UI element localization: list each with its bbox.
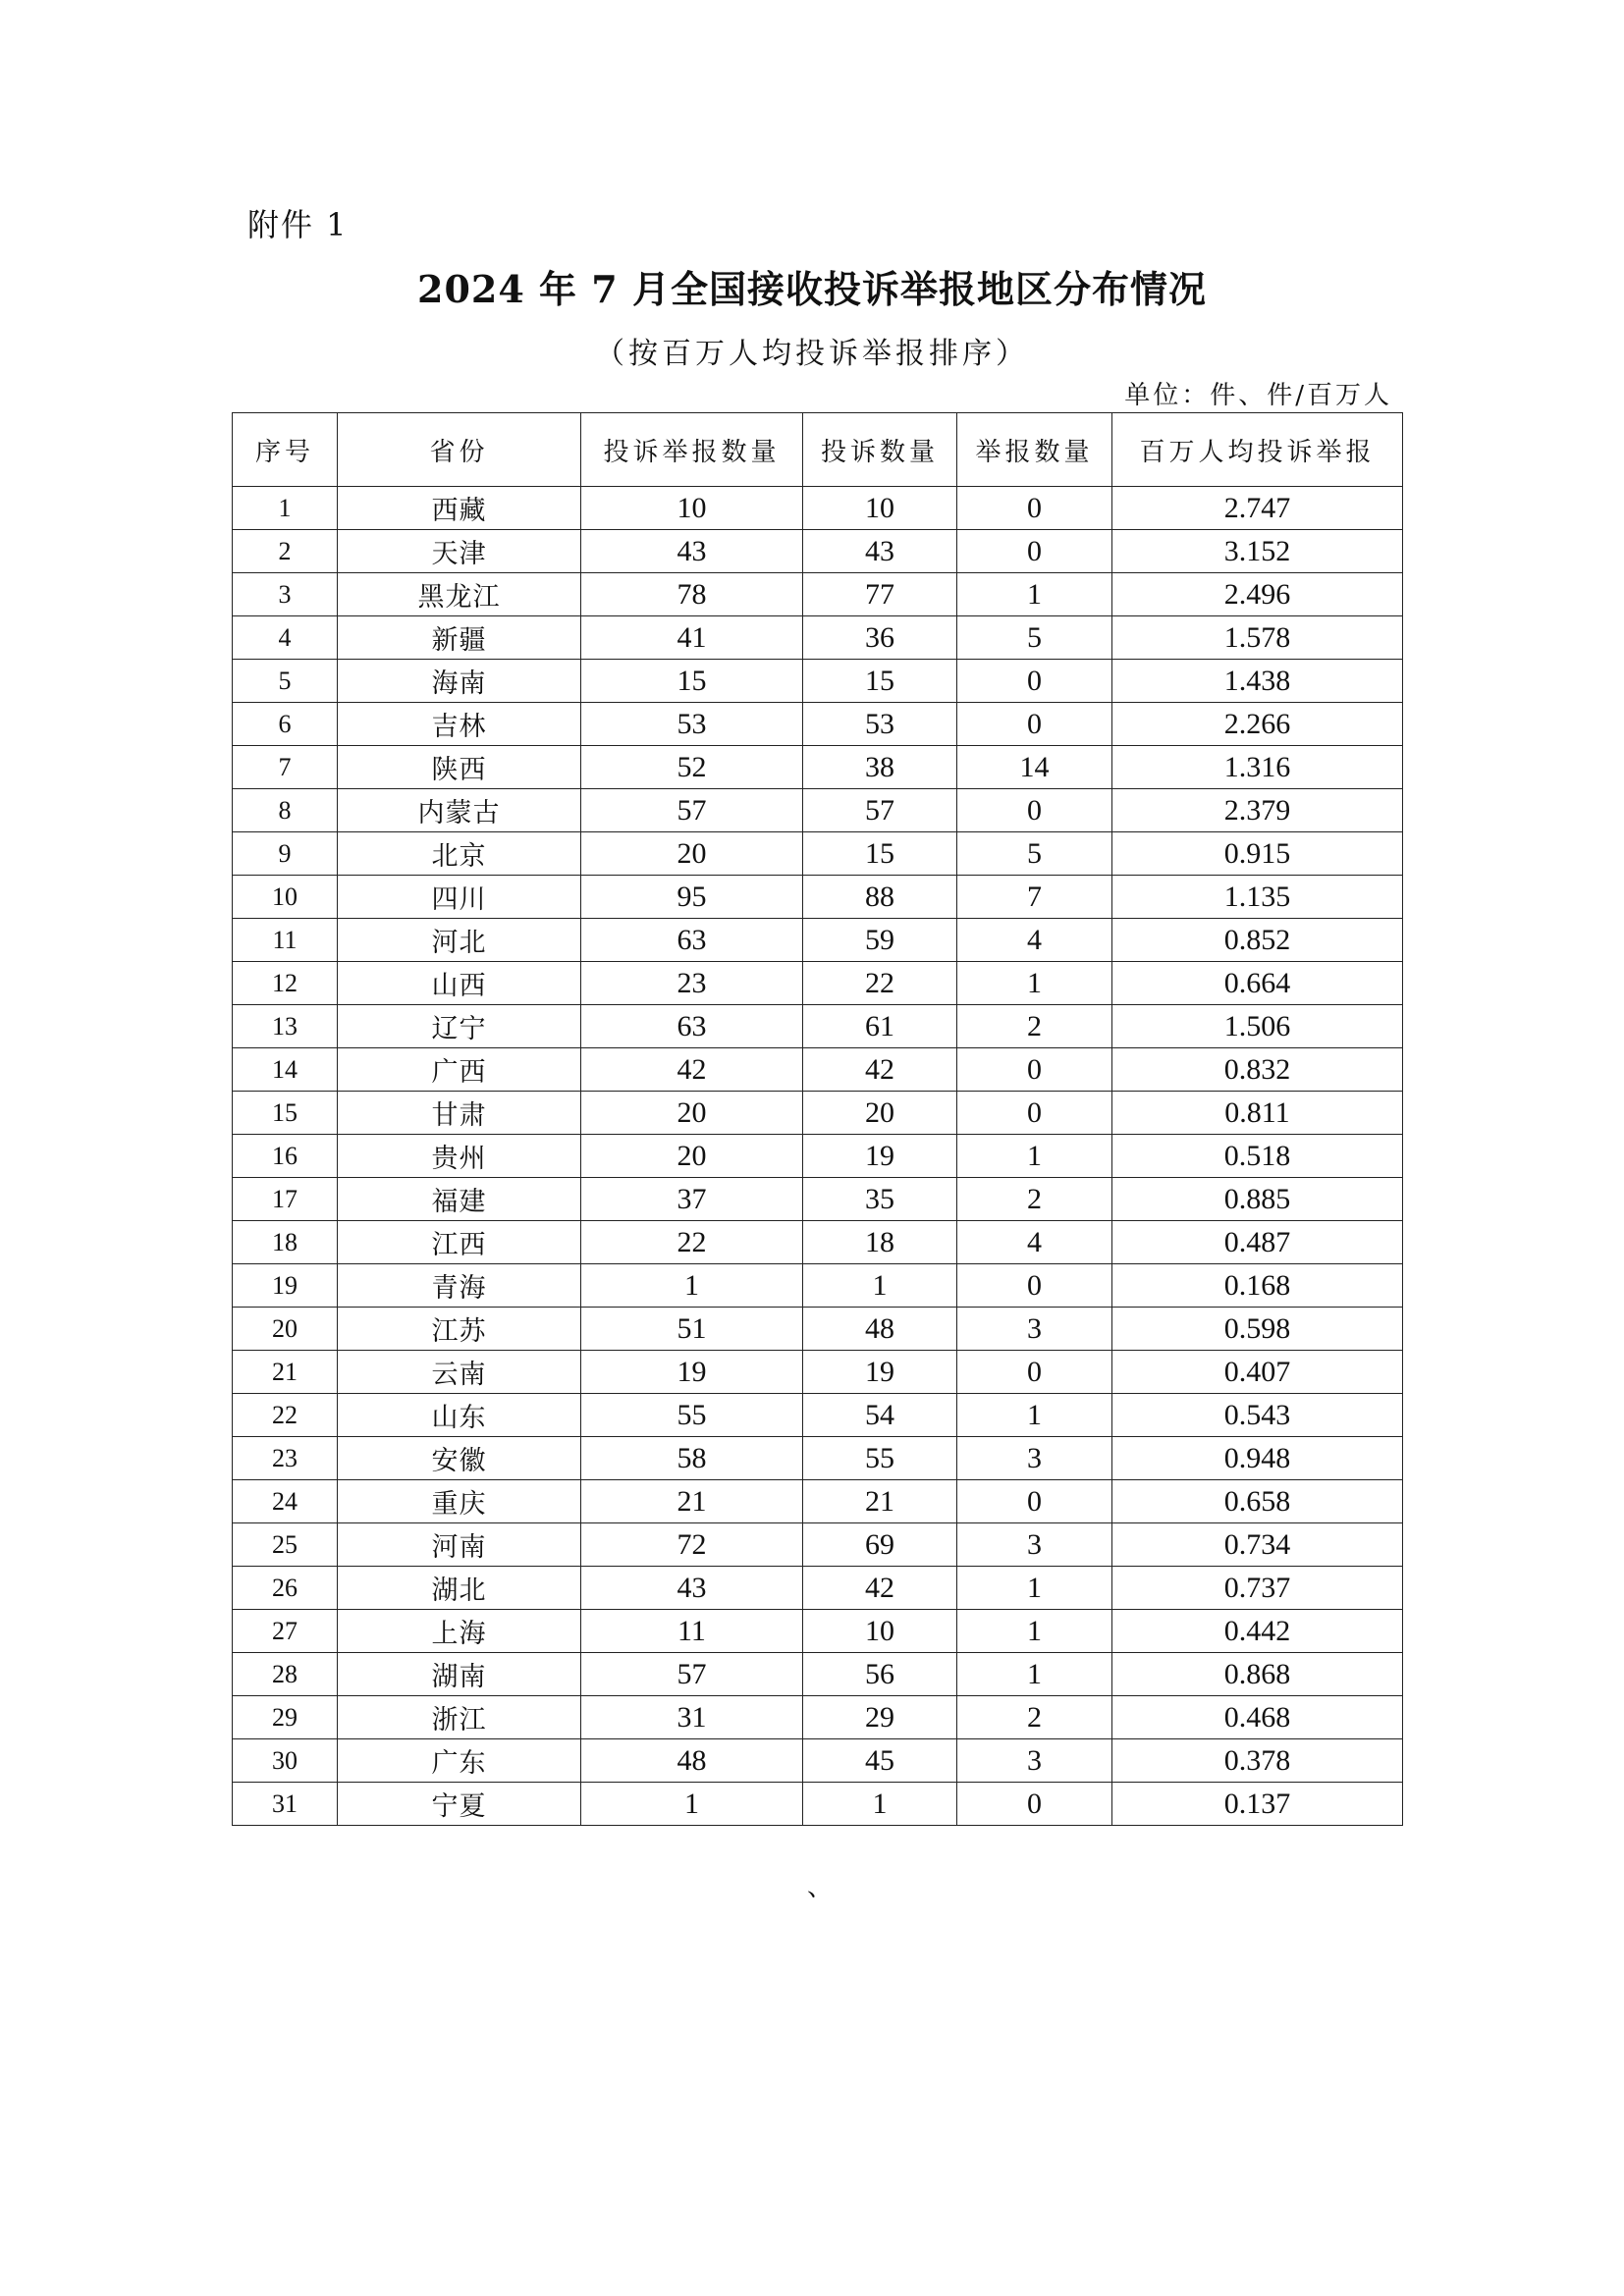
province-cell: 山东 <box>338 1394 581 1437</box>
total-count-cell: 23 <box>581 962 803 1005</box>
per-million-cell: 1.506 <box>1112 1005 1403 1048</box>
province-cell: 上海 <box>338 1610 581 1653</box>
per-million-cell: 2.496 <box>1112 573 1403 616</box>
complaint-count-cell: 1 <box>803 1264 957 1308</box>
row-index-cell: 28 <box>233 1653 338 1696</box>
total-count-cell: 31 <box>581 1696 803 1739</box>
per-million-cell: 0.811 <box>1112 1092 1403 1135</box>
total-count-cell: 51 <box>581 1308 803 1351</box>
complaint-count-cell: 18 <box>803 1221 957 1264</box>
row-index-cell: 12 <box>233 962 338 1005</box>
header-complaint-count: 投诉数量 <box>803 413 957 487</box>
province-cell: 重庆 <box>338 1480 581 1523</box>
complaint-count-cell: 21 <box>803 1480 957 1523</box>
row-index-cell: 7 <box>233 746 338 789</box>
per-million-cell: 0.137 <box>1112 1783 1403 1826</box>
report-count-cell: 1 <box>957 1567 1112 1610</box>
report-count-cell: 0 <box>957 1480 1112 1523</box>
table-row <box>233 703 1403 746</box>
per-million-cell: 1.578 <box>1112 616 1403 660</box>
complaint-count-cell: 59 <box>803 919 957 962</box>
report-count-cell: 0 <box>957 1783 1112 1826</box>
report-count-cell: 5 <box>957 616 1112 660</box>
report-count-cell: 0 <box>957 1351 1112 1394</box>
header-province: 省份 <box>338 413 581 487</box>
complaint-count-cell: 77 <box>803 573 957 616</box>
per-million-cell: 0.885 <box>1112 1178 1403 1221</box>
total-count-cell: 72 <box>581 1523 803 1567</box>
table-body <box>233 487 1403 1826</box>
report-count-cell: 7 <box>957 876 1112 919</box>
complaint-count-cell: 1 <box>803 1783 957 1826</box>
per-million-cell: 0.948 <box>1112 1437 1403 1480</box>
row-index-cell: 15 <box>233 1092 338 1135</box>
page-title: 2024 年 7 月全国接收投诉举报地区分布情况 <box>417 267 1207 311</box>
report-count-cell: 1 <box>957 1653 1112 1696</box>
total-count-cell: 43 <box>581 530 803 573</box>
table-row <box>233 1178 1403 1221</box>
total-count-cell: 63 <box>581 1005 803 1048</box>
table-row <box>233 1523 1403 1567</box>
per-million-cell: 0.598 <box>1112 1308 1403 1351</box>
table-row <box>233 746 1403 789</box>
table-row <box>233 1696 1403 1739</box>
complaint-count-cell: 57 <box>803 789 957 832</box>
province-cell: 北京 <box>338 832 581 876</box>
per-million-cell: 0.868 <box>1112 1653 1403 1696</box>
table-row <box>233 789 1403 832</box>
row-index-cell: 4 <box>233 616 338 660</box>
province-cell: 湖北 <box>338 1567 581 1610</box>
table-row <box>233 1480 1403 1523</box>
complaint-count-cell: 22 <box>803 962 957 1005</box>
report-count-cell: 3 <box>957 1308 1112 1351</box>
row-index-cell: 13 <box>233 1005 338 1048</box>
complaint-count-cell: 36 <box>803 616 957 660</box>
per-million-cell: 1.438 <box>1112 660 1403 703</box>
province-cell: 宁夏 <box>338 1783 581 1826</box>
table-row <box>233 1264 1403 1308</box>
total-count-cell: 78 <box>581 573 803 616</box>
per-million-cell: 0.737 <box>1112 1567 1403 1610</box>
row-index-cell: 3 <box>233 573 338 616</box>
province-cell: 河北 <box>338 919 581 962</box>
row-index-cell: 25 <box>233 1523 338 1567</box>
province-cell: 内蒙古 <box>338 789 581 832</box>
table-row <box>233 573 1403 616</box>
per-million-cell: 3.152 <box>1112 530 1403 573</box>
total-count-cell: 15 <box>581 660 803 703</box>
report-count-cell: 2 <box>957 1696 1112 1739</box>
row-index-cell: 22 <box>233 1394 338 1437</box>
province-cell: 山西 <box>338 962 581 1005</box>
page-subtitle: （按百万人均投诉举报排序） <box>595 337 1029 371</box>
header-report-count: 举报数量 <box>957 413 1112 487</box>
complaint-count-cell: 61 <box>803 1005 957 1048</box>
row-index-cell: 11 <box>233 919 338 962</box>
province-cell: 江苏 <box>338 1308 581 1351</box>
per-million-cell: 0.915 <box>1112 832 1403 876</box>
table-row <box>233 1610 1403 1653</box>
row-index-cell: 6 <box>233 703 338 746</box>
per-million-cell: 0.468 <box>1112 1696 1403 1739</box>
complaint-count-cell: 35 <box>803 1178 957 1221</box>
province-cell: 新疆 <box>338 616 581 660</box>
total-count-cell: 57 <box>581 789 803 832</box>
province-cell: 江西 <box>338 1221 581 1264</box>
report-count-cell: 3 <box>957 1523 1112 1567</box>
total-count-cell: 52 <box>581 746 803 789</box>
province-cell: 安徽 <box>338 1437 581 1480</box>
total-count-cell: 20 <box>581 1092 803 1135</box>
table-row <box>233 1783 1403 1826</box>
per-million-cell: 0.852 <box>1112 919 1403 962</box>
complaint-count-cell: 88 <box>803 876 957 919</box>
province-cell: 河南 <box>338 1523 581 1567</box>
table-row <box>233 1308 1403 1351</box>
total-count-cell: 22 <box>581 1221 803 1264</box>
total-count-cell: 41 <box>581 616 803 660</box>
province-cell: 湖南 <box>338 1653 581 1696</box>
table-row <box>233 876 1403 919</box>
complaint-count-cell: 19 <box>803 1351 957 1394</box>
total-count-cell: 20 <box>581 832 803 876</box>
province-cell: 甘肃 <box>338 1092 581 1135</box>
total-count-cell: 43 <box>581 1567 803 1610</box>
total-count-cell: 19 <box>581 1351 803 1394</box>
per-million-cell: 1.316 <box>1112 746 1403 789</box>
per-million-cell: 2.266 <box>1112 703 1403 746</box>
report-count-cell: 0 <box>957 703 1112 746</box>
row-index-cell: 14 <box>233 1048 338 1092</box>
per-million-cell: 0.407 <box>1112 1351 1403 1394</box>
row-index-cell: 5 <box>233 660 338 703</box>
per-million-cell: 2.379 <box>1112 789 1403 832</box>
per-million-cell: 0.832 <box>1112 1048 1403 1092</box>
table-row <box>233 1567 1403 1610</box>
unit-note: 单位：件、件/百万人 <box>1124 381 1392 410</box>
total-count-cell: 1 <box>581 1264 803 1308</box>
province-cell: 青海 <box>338 1264 581 1308</box>
province-cell: 黑龙江 <box>338 573 581 616</box>
report-count-cell: 0 <box>957 1092 1112 1135</box>
table-row <box>233 1005 1403 1048</box>
total-count-cell: 57 <box>581 1653 803 1696</box>
per-million-cell: 0.168 <box>1112 1264 1403 1308</box>
complaint-count-cell: 19 <box>803 1135 957 1178</box>
total-count-cell: 48 <box>581 1739 803 1783</box>
per-million-cell: 0.487 <box>1112 1221 1403 1264</box>
attachment-label: 附件 1 <box>247 206 349 243</box>
complaint-count-cell: 15 <box>803 832 957 876</box>
province-cell: 海南 <box>338 660 581 703</box>
report-count-cell: 3 <box>957 1437 1112 1480</box>
complaint-count-cell: 42 <box>803 1048 957 1092</box>
report-count-cell: 0 <box>957 660 1112 703</box>
per-million-cell: 2.747 <box>1112 487 1403 530</box>
complaint-count-cell: 56 <box>803 1653 957 1696</box>
row-index-cell: 16 <box>233 1135 338 1178</box>
report-count-cell: 0 <box>957 1264 1112 1308</box>
report-count-cell: 1 <box>957 1610 1112 1653</box>
header-index: 序号 <box>233 413 338 487</box>
per-million-cell: 0.543 <box>1112 1394 1403 1437</box>
row-index-cell: 24 <box>233 1480 338 1523</box>
distribution-table <box>232 412 1403 1826</box>
total-count-cell: 42 <box>581 1048 803 1092</box>
table-row <box>233 1135 1403 1178</box>
footer-mark: 、 <box>807 1873 834 1902</box>
per-million-cell: 0.658 <box>1112 1480 1403 1523</box>
per-million-cell: 0.442 <box>1112 1610 1403 1653</box>
total-count-cell: 55 <box>581 1394 803 1437</box>
province-cell: 广西 <box>338 1048 581 1092</box>
report-count-cell: 2 <box>957 1005 1112 1048</box>
report-count-cell: 2 <box>957 1178 1112 1221</box>
complaint-count-cell: 10 <box>803 1610 957 1653</box>
total-count-cell: 1 <box>581 1783 803 1826</box>
per-million-cell: 0.664 <box>1112 962 1403 1005</box>
table-row <box>233 1048 1403 1092</box>
complaint-count-cell: 48 <box>803 1308 957 1351</box>
report-count-cell: 3 <box>957 1739 1112 1783</box>
total-count-cell: 63 <box>581 919 803 962</box>
complaint-count-cell: 15 <box>803 660 957 703</box>
province-cell: 辽宁 <box>338 1005 581 1048</box>
province-cell: 西藏 <box>338 487 581 530</box>
report-count-cell: 4 <box>957 1221 1112 1264</box>
header-total-count: 投诉举报数量 <box>581 413 803 487</box>
row-index-cell: 17 <box>233 1178 338 1221</box>
table-row <box>233 530 1403 573</box>
total-count-cell: 37 <box>581 1178 803 1221</box>
table-row <box>233 1437 1403 1480</box>
total-count-cell: 58 <box>581 1437 803 1480</box>
province-cell: 云南 <box>338 1351 581 1394</box>
complaint-count-cell: 29 <box>803 1696 957 1739</box>
complaint-count-cell: 53 <box>803 703 957 746</box>
header-per-million: 百万人均投诉举报 <box>1112 413 1403 487</box>
report-count-cell: 1 <box>957 1394 1112 1437</box>
table-row <box>233 487 1403 530</box>
complaint-count-cell: 54 <box>803 1394 957 1437</box>
row-index-cell: 26 <box>233 1567 338 1610</box>
province-cell: 四川 <box>338 876 581 919</box>
row-index-cell: 2 <box>233 530 338 573</box>
row-index-cell: 30 <box>233 1739 338 1783</box>
report-count-cell: 0 <box>957 530 1112 573</box>
table-row <box>233 1653 1403 1696</box>
province-cell: 吉林 <box>338 703 581 746</box>
row-index-cell: 19 <box>233 1264 338 1308</box>
table-row <box>233 1394 1403 1437</box>
row-index-cell: 23 <box>233 1437 338 1480</box>
province-cell: 福建 <box>338 1178 581 1221</box>
report-count-cell: 0 <box>957 487 1112 530</box>
report-count-cell: 1 <box>957 1135 1112 1178</box>
province-cell: 贵州 <box>338 1135 581 1178</box>
total-count-cell: 10 <box>581 487 803 530</box>
total-count-cell: 21 <box>581 1480 803 1523</box>
complaint-count-cell: 10 <box>803 487 957 530</box>
complaint-count-cell: 38 <box>803 746 957 789</box>
row-index-cell: 21 <box>233 1351 338 1394</box>
table-row <box>233 832 1403 876</box>
table-row <box>233 919 1403 962</box>
row-index-cell: 10 <box>233 876 338 919</box>
complaint-count-cell: 42 <box>803 1567 957 1610</box>
total-count-cell: 11 <box>581 1610 803 1653</box>
report-count-cell: 1 <box>957 962 1112 1005</box>
table-row <box>233 660 1403 703</box>
table-row <box>233 1221 1403 1264</box>
table-row <box>233 1739 1403 1783</box>
table-row <box>233 1092 1403 1135</box>
row-index-cell: 8 <box>233 789 338 832</box>
row-index-cell: 27 <box>233 1610 338 1653</box>
complaint-count-cell: 43 <box>803 530 957 573</box>
complaint-count-cell: 55 <box>803 1437 957 1480</box>
row-index-cell: 1 <box>233 487 338 530</box>
total-count-cell: 95 <box>581 876 803 919</box>
report-count-cell: 14 <box>957 746 1112 789</box>
province-cell: 广东 <box>338 1739 581 1783</box>
total-count-cell: 53 <box>581 703 803 746</box>
table-header-row <box>233 413 1403 487</box>
complaint-count-cell: 20 <box>803 1092 957 1135</box>
table-row <box>233 1351 1403 1394</box>
province-cell: 浙江 <box>338 1696 581 1739</box>
province-cell: 天津 <box>338 530 581 573</box>
row-index-cell: 20 <box>233 1308 338 1351</box>
total-count-cell: 20 <box>581 1135 803 1178</box>
row-index-cell: 29 <box>233 1696 338 1739</box>
complaint-count-cell: 69 <box>803 1523 957 1567</box>
per-million-cell: 0.518 <box>1112 1135 1403 1178</box>
row-index-cell: 9 <box>233 832 338 876</box>
per-million-cell: 0.378 <box>1112 1739 1403 1783</box>
row-index-cell: 18 <box>233 1221 338 1264</box>
report-count-cell: 1 <box>957 573 1112 616</box>
report-count-cell: 0 <box>957 1048 1112 1092</box>
table-row <box>233 962 1403 1005</box>
province-cell: 陕西 <box>338 746 581 789</box>
complaint-count-cell: 45 <box>803 1739 957 1783</box>
report-count-cell: 4 <box>957 919 1112 962</box>
table-row <box>233 616 1403 660</box>
per-million-cell: 0.734 <box>1112 1523 1403 1567</box>
row-index-cell: 31 <box>233 1783 338 1826</box>
report-count-cell: 5 <box>957 832 1112 876</box>
report-count-cell: 0 <box>957 789 1112 832</box>
per-million-cell: 1.135 <box>1112 876 1403 919</box>
